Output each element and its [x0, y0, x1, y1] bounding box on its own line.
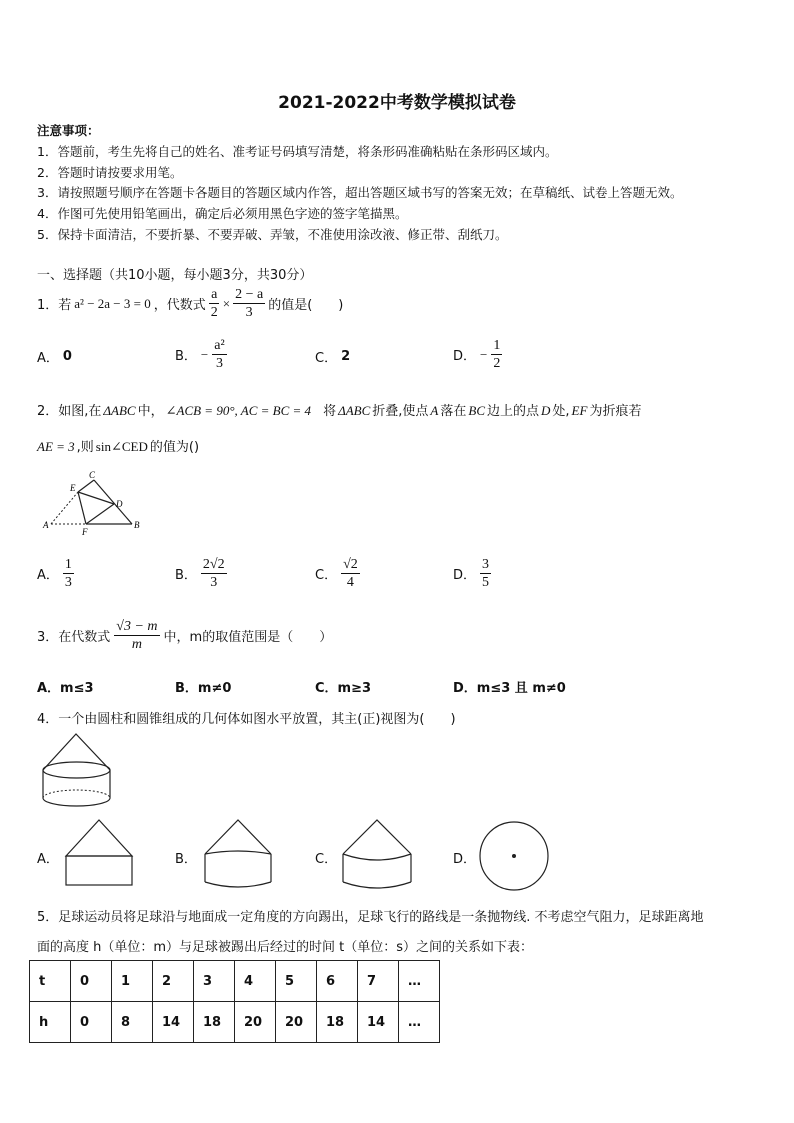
q3-suffix: 中，m的取值范围是（ ）: [163, 630, 333, 645]
option-label: A．: [37, 351, 59, 366]
table-row: [30, 1002, 440, 1043]
label-d: D: [116, 499, 123, 509]
frac-den: 2: [493, 356, 501, 371]
table-cell: 14: [153, 1002, 194, 1043]
q1-frac1-den: 2: [210, 305, 218, 320]
q4-solid-figure: [38, 730, 118, 810]
table-cell: 14: [358, 1002, 399, 1043]
q2-text: 为折痕若: [589, 404, 642, 419]
q2-option-b[interactable]: [175, 556, 227, 591]
q4-option-c-figure: [341, 818, 415, 892]
q2-math: A: [430, 403, 439, 418]
table-cell: 2: [153, 961, 194, 1002]
question-5-line-1: 5．足球运动员将足球沿与地面成一定角度的方向踢出，足球飞行的路线是一条抛物线. 不考虑空气阻力，足球距离地: [37, 910, 704, 925]
table-cell: h: [30, 1002, 71, 1043]
q1-times: ×: [222, 295, 231, 311]
q2-text: 将: [323, 404, 337, 419]
label-c: C: [89, 470, 96, 480]
q2-math: D: [541, 403, 551, 418]
q4-option-d[interactable]: [453, 848, 476, 867]
q2-option-c[interactable]: [315, 556, 360, 591]
q2-text: 折叠,使点: [372, 404, 429, 419]
option-label: A．: [37, 852, 59, 867]
option-label: D．: [453, 852, 477, 867]
q3-fraction: [114, 618, 159, 653]
question-3: [37, 618, 332, 653]
q1-option-b[interactable]: [175, 337, 227, 372]
table-cell: 20: [235, 1002, 276, 1043]
notes-item: 3．请按照题号顺序在答题卡各题目的答题区域内作答，超出答题区域书写的答案无效；在草稿纸、试卷上答题无效。: [37, 185, 683, 201]
notes-item: 5．保持卡面清洁，不要折暴、不要弄破、弄皱，不准使用涂改液、修正带、刮纸刀。: [37, 226, 508, 242]
q4-option-a[interactable]: [37, 848, 59, 867]
q2-a-fraction: [63, 556, 74, 591]
frac-den: 4: [346, 575, 354, 590]
frac-num: 1: [64, 557, 72, 572]
notes-item: 2．答题时请按要求用笔。: [37, 164, 183, 180]
frac-num: √3 − m: [116, 619, 158, 634]
notes-heading: 注意事项：: [37, 123, 100, 138]
frac-den: m: [131, 637, 142, 652]
question-5-line-2: 面的高度 h（单位：m）与足球被踢出后经过的时间 t（单位：s）之间的关系如下表：: [37, 940, 534, 955]
frac-den: 3: [64, 575, 72, 590]
q2-math: ΔABC: [103, 403, 136, 418]
table-cell: 4: [235, 961, 276, 1002]
table-cell: 20: [276, 1002, 317, 1043]
question-2-line-2: [37, 436, 199, 455]
q4-option-a-figure: [64, 818, 136, 888]
q3-option-d[interactable]: D．m≤3 且 m≠0: [453, 681, 566, 696]
table-cell: t: [30, 961, 71, 1002]
q2-math: sin∠CED: [95, 439, 148, 454]
q1-option-c[interactable]: [315, 347, 350, 366]
frac-den: 3: [215, 356, 223, 371]
q2-d-fraction: [480, 556, 491, 591]
table-cell: 0: [71, 961, 112, 1002]
q2-math: ∠ACB = 90°, AC = BC = 4: [165, 403, 312, 418]
q3-option-c[interactable]: C．m≥3: [315, 681, 372, 696]
q2-math: EF: [571, 403, 588, 418]
q1-option-a[interactable]: [37, 347, 72, 366]
q5-data-table: [29, 960, 440, 1043]
q4-option-b-figure: [203, 818, 275, 890]
q1-mid: ，代数式: [153, 298, 206, 313]
label-f: F: [82, 527, 88, 537]
q1-condition: a² − 2a − 3 = 0: [74, 295, 151, 311]
q2-option-a[interactable]: [37, 556, 74, 591]
option-label: B．: [175, 568, 197, 583]
q3-prefix: 3．在代数式: [37, 630, 111, 645]
q2-text: 处,: [552, 404, 570, 419]
notes-item: 1．答题前，考生先将自己的姓名、准考证号码填写清楚，将条形码准确粘贴在条形码区域内。: [37, 143, 558, 159]
table-cell: …: [399, 1002, 440, 1043]
q1-option-d[interactable]: [453, 337, 502, 372]
option-label: C．: [315, 568, 338, 583]
q2-triangle-figure: [36, 468, 146, 540]
q2-text: 2．如图,在: [37, 404, 102, 419]
q4-option-b[interactable]: [175, 848, 197, 867]
table-cell: 18: [317, 1002, 358, 1043]
table-cell: 18: [194, 1002, 235, 1043]
option-sign: −: [480, 346, 488, 362]
table-cell: 1: [112, 961, 153, 1002]
frac-num: 1: [493, 338, 501, 353]
label-b: B: [134, 520, 140, 530]
option-label: B．: [175, 349, 197, 364]
q2-text: 中，: [137, 404, 164, 419]
q1-frac2-den: 3: [245, 305, 253, 320]
frac-num: a²: [214, 338, 225, 353]
option-label: C．: [315, 351, 338, 366]
q1-prefix: 1．若: [37, 298, 72, 313]
option-value: 2: [341, 349, 351, 364]
section-header: 一、选择题（共10小题，每小题3分，共30分）: [37, 268, 313, 283]
option-label: A．: [37, 568, 59, 583]
question-4: 4．一个由圆柱和圆锥组成的几何体如图水平放置，其主(正)视图为( ): [37, 712, 456, 727]
option-label: C．: [315, 852, 338, 867]
table-cell: 6: [317, 961, 358, 1002]
q2-b-fraction: [201, 556, 227, 591]
label-a: A: [43, 520, 49, 530]
q2-text: 边上的点: [487, 404, 540, 419]
q2-option-d[interactable]: [453, 556, 491, 591]
q1-d-fraction: [491, 337, 502, 372]
table-row: [30, 961, 440, 1002]
frac-den: 3: [210, 575, 218, 590]
table-cell: 3: [194, 961, 235, 1002]
q1-suffix: 的值是( ): [268, 298, 344, 313]
q2-text: 落在: [440, 404, 467, 419]
q2-text: 的值为(): [149, 440, 200, 455]
label-e: E: [70, 483, 76, 493]
option-value: 0: [62, 349, 72, 364]
option-label: D．: [453, 568, 477, 583]
notes-item: 4．作图可先使用铅笔画出，确定后必须用黑色字迹的签字笔描黑。: [37, 206, 408, 222]
q2-math: BC: [468, 403, 485, 418]
q2-math: AE = 3: [37, 439, 75, 454]
table-cell: …: [399, 961, 440, 1002]
table-cell: 0: [71, 1002, 112, 1043]
frac-num: 2√2: [202, 557, 225, 572]
table-cell: 5: [276, 961, 317, 1002]
q4-option-d-figure: [477, 820, 551, 894]
q1-frac2-num: 2 − a: [235, 287, 264, 302]
page-title: 2021-2022中考数学模拟试卷: [278, 93, 516, 113]
option-sign: −: [200, 346, 209, 362]
notes-block: [37, 121, 682, 246]
option-label: D．: [453, 349, 477, 364]
q4-option-c[interactable]: [315, 848, 337, 867]
frac-den: 5: [482, 575, 490, 590]
table-cell: 8: [112, 1002, 153, 1043]
q2-math: ΔABC: [338, 403, 371, 418]
q3-option-b[interactable]: B．m≠0: [175, 681, 232, 696]
frac-num: √2: [343, 557, 358, 572]
q3-option-a[interactable]: A．m≤3: [37, 681, 94, 696]
question-1: [37, 286, 343, 321]
q1-fraction-2: [233, 286, 265, 321]
question-2-line-1: [37, 400, 641, 419]
q1-frac1-num: a: [211, 287, 218, 302]
q2-text: ,则: [76, 440, 94, 455]
q2-c-fraction: [341, 556, 360, 591]
frac-num: 3: [482, 557, 490, 572]
option-label: B．: [175, 852, 197, 867]
q1-b-fraction: [212, 337, 226, 372]
table-cell: 7: [358, 961, 399, 1002]
q1-fraction-1: [209, 286, 220, 321]
